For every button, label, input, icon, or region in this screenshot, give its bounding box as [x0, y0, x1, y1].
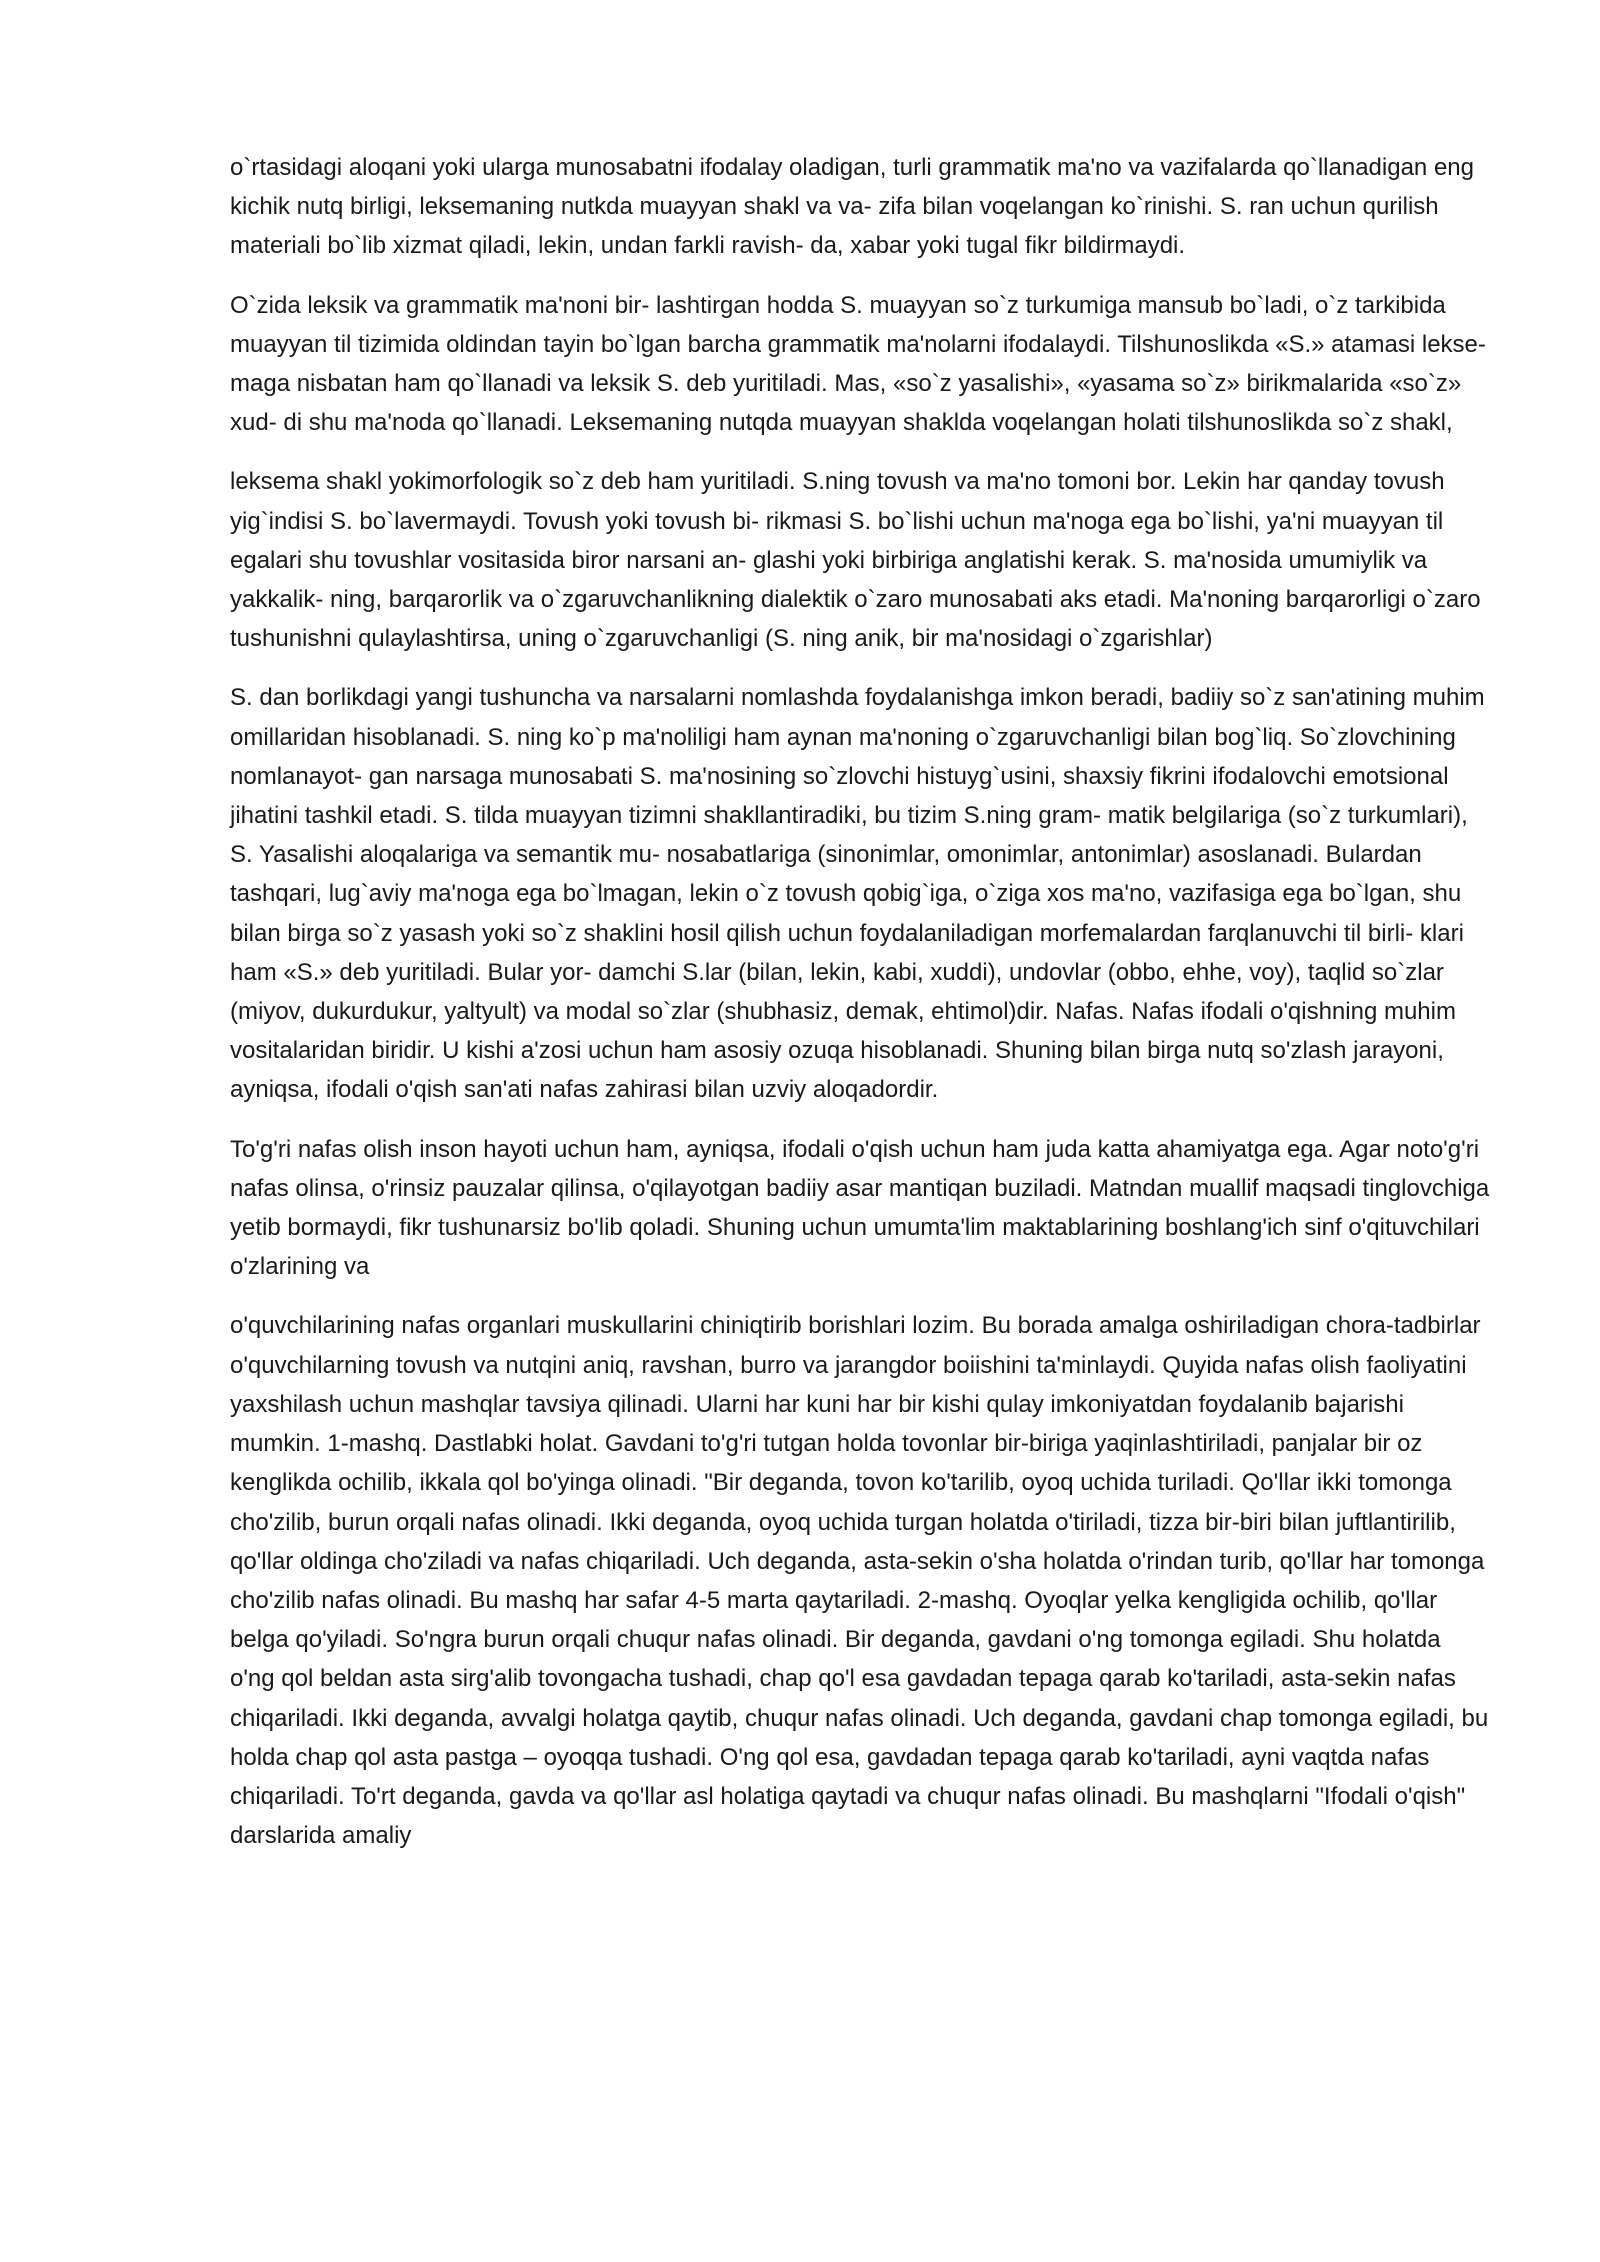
document-page — [230, 148, 1490, 1875]
paragraph: leksema shakl yokimorfologik so`z deb ham yuritiladi. S.ning tovush va ma'no tomoni bor. Lekin har qanday tovush yig`indisi S. bo`lavermaydi. Tovush yoki tovush bi- rikmasi S. bo`lishi uchun ma'noga ega bo`lishi, ya'ni muayyan til egalari shu tovushlar vositasida biror narsani an- glashi yoki birbiriga anglatishi kerak. S. ma'nosida umumiylik va yakkalik- ning, barqarorlik va o`zgaruvchanlikning dialektik o`zaro munosabati aks etadi. Ma'noning barqarorligi o`zaro tushunishni qulaylashtirsa, uning o`zgaruvchanligi (S. ning anik, bir ma'nosidagi o`zgarishlar) — [230, 468, 1481, 653]
paragraph: o`rtasidagi aloqani yoki ularga munosabatni ifodalay oladigan, turli grammatik ma'no va vazifalarda qo`llanadigan eng kichik nutq birligi, leksemaning nutkda muayyan shakl va va- zifa bilan voqelangan ko`rinishi. S. ran uchun qurilish materiali bo`lib xizmat qiladi, lekin, undan farkli ravish- da, xabar yoki tugal fikr bildirmaydi. — [230, 154, 1474, 260]
paragraph: o'quvchilarining nafas organlari muskullarini chiniqtirib borishlari lozim. Bu borada amalga oshiriladigan chora-tadbirlar o'quvchilarning tovush va nutqini aniq, ravshan, burro va jarangdor boiishini ta'minlaydi. Quyida nafas olish faoliyatini yaxshilash uchun mashqlar tavsiya qilinadi. Ularni har kuni har bir kishi qulay imkoniyatdan foydalanib bajarishi mumkin. 1-mashq. Dastlabki holat. Gavdani to'g'ri tutgan holda tovonlar bir-biriga yaqinlashtiriladi, panjalar bir oz kenglikda ochilib, ikkala qol bo'yinga olinadi. "Bir deganda, tovon ko'tarilib, oyoq uchida turiladi. Qo'llar ikki tomonga cho'zilib, burun orqali nafas olinadi. Ikki deganda, oyoq uchida turgan holatda o'tiriladi, tizza bir-biri bilan juftlantirilib, qo'llar oldinga cho'ziladi va nafas chiqariladi. Uch deganda, asta-sekin o'sha holatda o'rindan turib, qo'llar har tomonga cho'zilib nafas olinadi. Bu mashq har safar 4-5 marta qaytariladi. 2-mashq. Oyoqlar yelka kengligida ochilib, qo'llar belga qo'yiladi. So'ngra burun orqali chuqur nafas olinadi. Bir deganda, gavdani o'ng tomonga egiladi. Shu holatda o'ng qol beldan asta sirg'alib tovongacha tushadi, chap qo'l esa gavdadan tepaga qarab ko'tariladi, asta-sekin nafas chiqariladi. Ikki deganda, avvalgi holatga qaytib, chuqur nafas olinadi. Uch deganda, gavdani chap tomonga egiladi, bu holda chap qol asta pastga – oyoqqa tushadi. O'ng qol esa, gavdadan tepaga qarab ko'tariladi, ayni vaqtda nafas chiqariladi. To'rt deganda, gavda va qo'llar asl holatiga qaytadi va chuqur nafas olinadi. Bu mashqlarni "Ifodali o'qish" darslarida amaliy — [230, 1312, 1489, 1850]
paragraph: O`zida leksik va grammatik ma'noni bir- lashtirgan hodda S. muayyan so`z turkumiga mansub bo`ladi, o`z tarkibida muayyan til tizimida oldindan tayin bo`lgan barcha grammatik ma'nolarni ifodalaydi. Tilshunoslikda «S.» atamasi lekse- maga nisbatan ham qo`llanadi va leksik S. deb yuritiladi. Mas, «so`z yasalishi», «yasama so`z» birikmalarida «so`z» xud- di shu ma'noda qo`llanadi. Leksemaning nutqda muayyan shaklda voqelangan holati tilshunoslikda so`z shakl, — [230, 291, 1486, 437]
paragraph: To'g'ri nafas olish inson hayoti uchun ham, ayniqsa, ifodali o'qish uchun ham juda katta ahamiyatga ega. Agar noto'g'ri nafas olinsa, o'rinsiz pauzalar qilinsa, o'qilayotgan badiiy asar mantiqan buziladi. Matndan muallif maqsadi tinglovchiga yetib bormaydi, fikr tushunarsiz bo'lib qoladi. Shuning uchun umumta'lim maktablarining boshlang'ich sinf o'qituvchilari o'zlarining va — [230, 1135, 1490, 1281]
paragraph: S. dan borlikdagi yangi tushuncha va narsalarni nomlashda foydalanishga imkon beradi, badiiy so`z san'atining muhim omillaridan hisoblanadi. S. ning ko`p ma'noliligi ham aynan ma'noning o`zgaruvchanligi bilan bog`liq. So`zlovchining nomlanayot- gan narsaga munosabati S. ma'nosining so`zlovchi histuyg`usini, shaxsiy fikrini ifodalovchi emotsional jihatini tashkil etadi. S. tilda muayyan tizimni shakllantiradiki, bu tizim S.ning gram- matik belgilariga (so`z turkumlari), S. Yasalishi aloqalariga va semantik mu- nosabatlariga (sinonimlar, omonimlar, antonimlar) asoslanadi. Bulardan tashqari, lug`aviy ma'noga ega bo`lmagan, lekin o`z tovush qobig`iga, o`ziga xos ma'no, vazifasiga ega bo`lgan, shu bilan birga so`z yasash yoki so`z shaklini hosil qilish uchun foydalaniladigan morfemalardan farqlanuvchi til birli- klari ham «S.» deb yuritiladi. Bular yor- damchi S.lar (bilan, lekin, kabi, xuddi), undovlar (obbo, ehhe, voy), taqlid so`zlar (miyov, dukurdukur, yaltyult) va modal so`zlar (shubhasiz, demak, ehtimol)dir. Nafas. Nafas ifodali o'qishning muhim vositalaridan biridir. U kishi a'zosi uchun ham asosiy ozuqa hisoblanadi. Shuning bilan birga nutq so'zlash jarayoni, ayniqsa, ifodali o'qish san'ati nafas zahirasi bilan uzviy aloqadordir. — [230, 684, 1485, 1104]
